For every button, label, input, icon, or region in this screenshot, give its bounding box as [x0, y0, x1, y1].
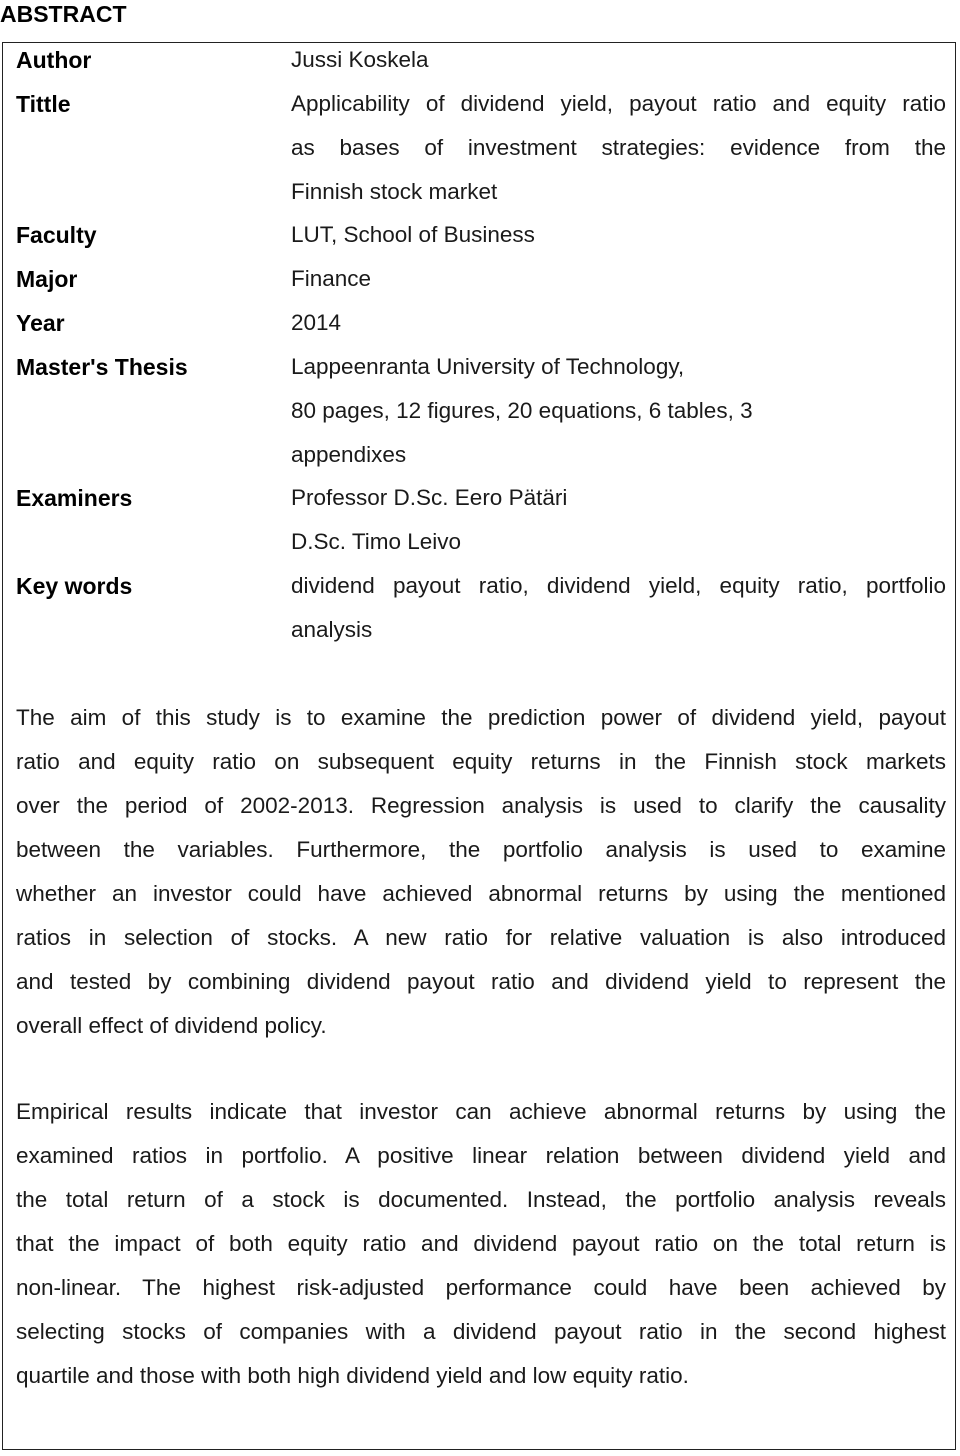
thesis-line: appendixes: [291, 442, 407, 467]
thesis-line: 80 pages, 12 figures, 20 equations, 6 tables, 3: [291, 398, 753, 423]
abstract-heading: ABSTRACT: [0, 1, 127, 27]
paragraph-line: the total return of a stock is documented. Instead, the portfolio analysis reveals: [16, 1187, 946, 1212]
abstract-paragraph-2: [16, 1090, 946, 1398]
major-value: Finance: [291, 266, 372, 291]
title-value: [291, 82, 946, 214]
major-label: Major: [16, 266, 78, 292]
paragraph-line: selecting stocks of companies with a dividend payout ratio in the second highest: [16, 1319, 946, 1344]
examiners-label: Examiners: [16, 485, 133, 511]
thesis-value: [291, 345, 946, 477]
examiner-line: Professor D.Sc. Eero Pätäri: [291, 485, 568, 510]
paragraph-line: whether an investor could have achieved abnormal returns by using the mentioned: [16, 881, 946, 906]
paragraph-line: Empirical results indicate that investor can achieve abnormal returns by using the: [16, 1099, 946, 1124]
keywords-value: [291, 564, 946, 652]
faculty-label: Faculty: [16, 222, 97, 248]
paragraph-line: and tested by combining dividend payout ratio and dividend yield to represent the: [16, 969, 946, 994]
paragraph-line: that the impact of both equity ratio and dividend payout ratio on the total return is: [16, 1231, 946, 1256]
title-label: Tittle: [16, 91, 71, 117]
author-value: Jussi Koskela: [291, 47, 429, 72]
paragraph-line: The aim of this study is to examine the prediction power of dividend yield, payout: [16, 705, 946, 730]
title-line: Applicability of dividend yield, payout ratio and equity ratio: [291, 91, 946, 116]
paragraph-line: overall effect of dividend policy.: [16, 1013, 327, 1038]
examiners-value: [291, 476, 946, 564]
faculty-value: LUT, School of Business: [291, 222, 535, 247]
author-label: Author: [16, 47, 92, 73]
thesis-line: Lappeenranta University of Technology,: [291, 354, 685, 379]
examiner-line: D.Sc. Timo Leivo: [291, 529, 462, 554]
paragraph-line: ratios in selection of stocks. A new ratio for relative valuation is also introduced: [16, 925, 946, 950]
paragraph-line: between the variables. Furthermore, the portfolio analysis is used to examine: [16, 837, 946, 862]
keywords-line: dividend payout ratio, dividend yield, equity ratio, portfolio: [291, 573, 946, 598]
paragraph-line: over the period of 2002-2013. Regression analysis is used to clarify the causality: [16, 793, 946, 818]
abstract-paragraph-1: [16, 696, 946, 1048]
keywords-label: Key words: [16, 573, 133, 599]
thesis-label: Master's Thesis: [16, 354, 188, 380]
paragraph-line: examined ratios in portfolio. A positive linear relation between dividend yield and: [16, 1143, 946, 1168]
keywords-line: analysis: [291, 617, 373, 642]
paragraph-line: quartile and those with both high dividend yield and low equity ratio.: [16, 1363, 689, 1388]
year-value: 2014: [291, 310, 342, 335]
paragraph-line: non-linear. The highest risk-adjusted performance could have been achieved by: [16, 1275, 946, 1300]
paragraph-line: ratio and equity ratio on subsequent equity returns in the Finnish stock markets: [16, 749, 946, 774]
year-label: Year: [16, 310, 65, 336]
title-line: as bases of investment strategies: evidence from the: [291, 135, 946, 160]
title-line: Finnish stock market: [291, 179, 498, 204]
